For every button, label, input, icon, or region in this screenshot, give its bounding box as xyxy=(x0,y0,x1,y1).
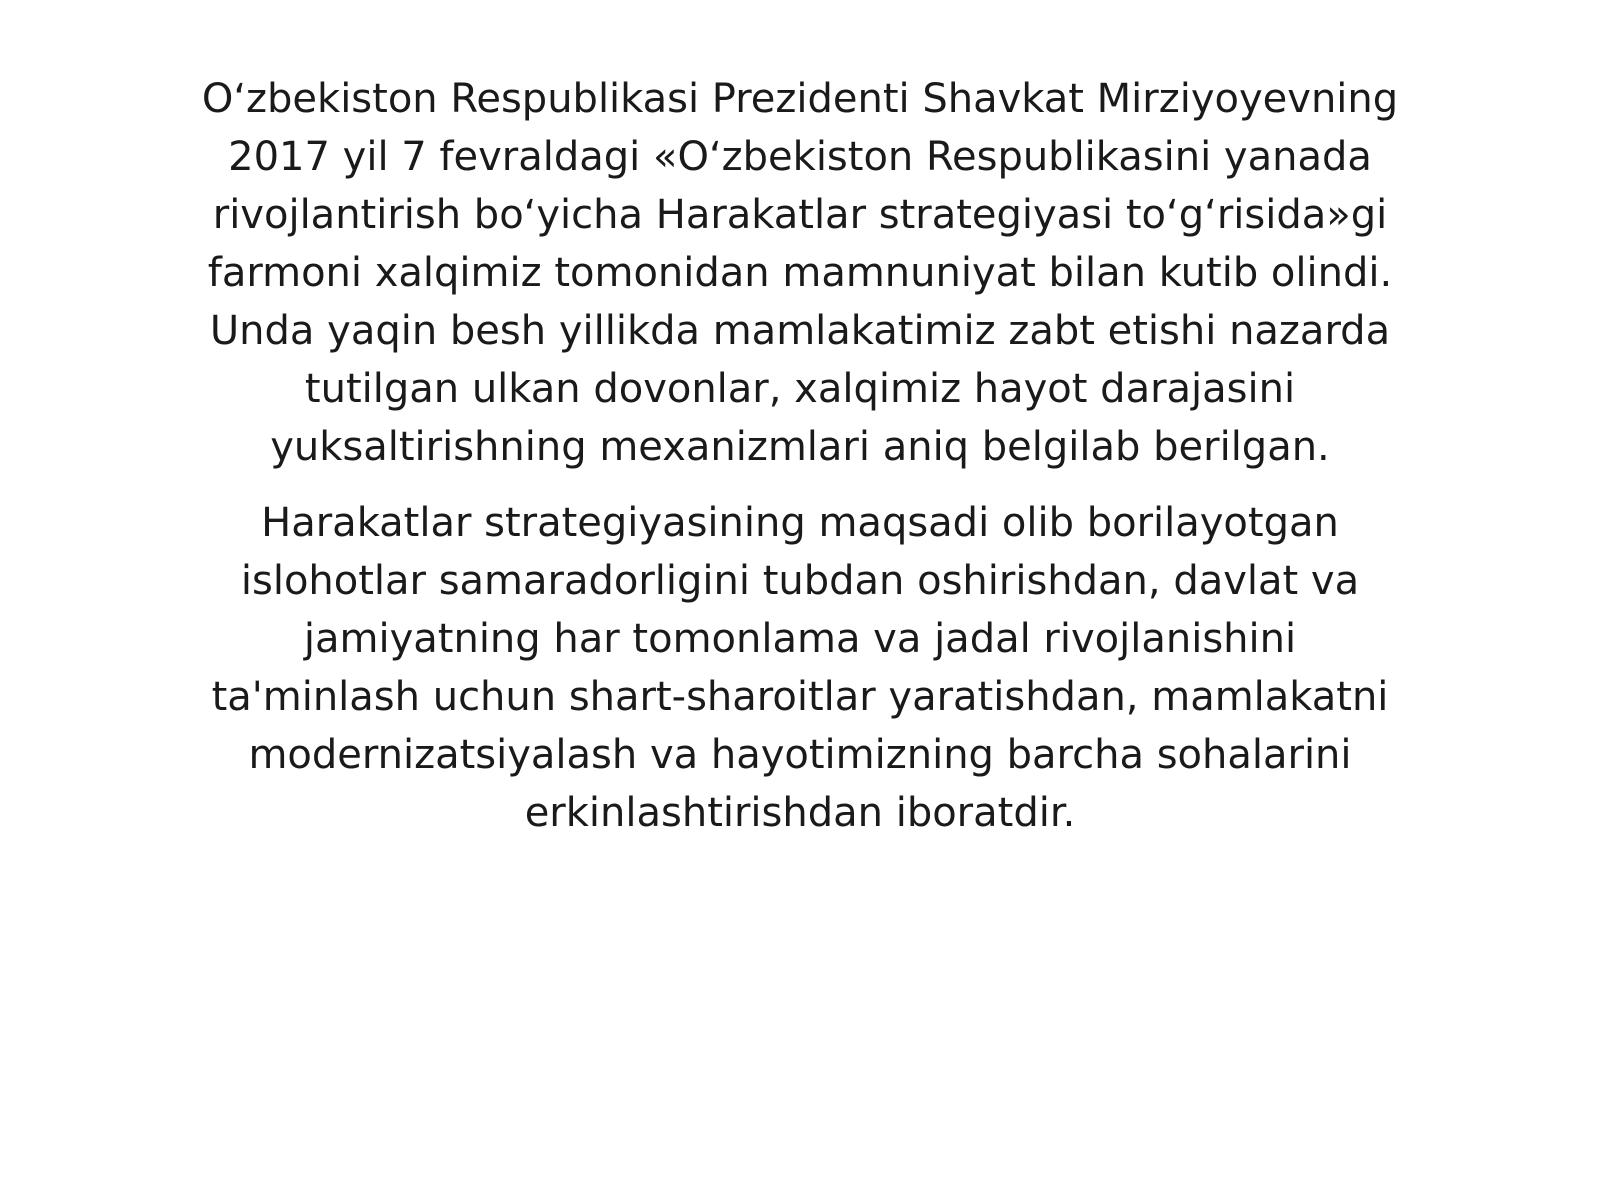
paragraph-decree: O‘zbekiston Respublikasi Prezidenti Shavkat Mirziyoyevning 2017 yil 7 fevraldagi «O‘zbekiston Respublikasini yanada rivojlantirish bo‘yicha Harakatlar strategiyasi to‘g‘risida»gi farmoni xalqimiz tomonidan mamnuniyat bilan kutib olindi. Unda yaqin besh yillikda mamlakatimiz zabt etishi nazarda tutilgan ulkan dovonlar, xalqimiz hayot darajasini yuksaltirishning mexanizmlari aniq belgilab berilgan. xyxy=(201,76,1399,470)
slide-text-body xyxy=(200,70,1400,842)
paragraph-strategy-goal: Harakatlar strategiyasining maqsadi olib borilayotgan islohotlar samaradorligini tubdan oshirishdan, davlat va jamiyatning har tomonlama va jadal rivojlanishini ta'minlash uchun shart-sharoitlar yaratishdan, mamlakatni modernizatsiyalash va hayotimizning barcha sohalarini erkinlashtirishdan iboratdir. xyxy=(211,500,1389,836)
